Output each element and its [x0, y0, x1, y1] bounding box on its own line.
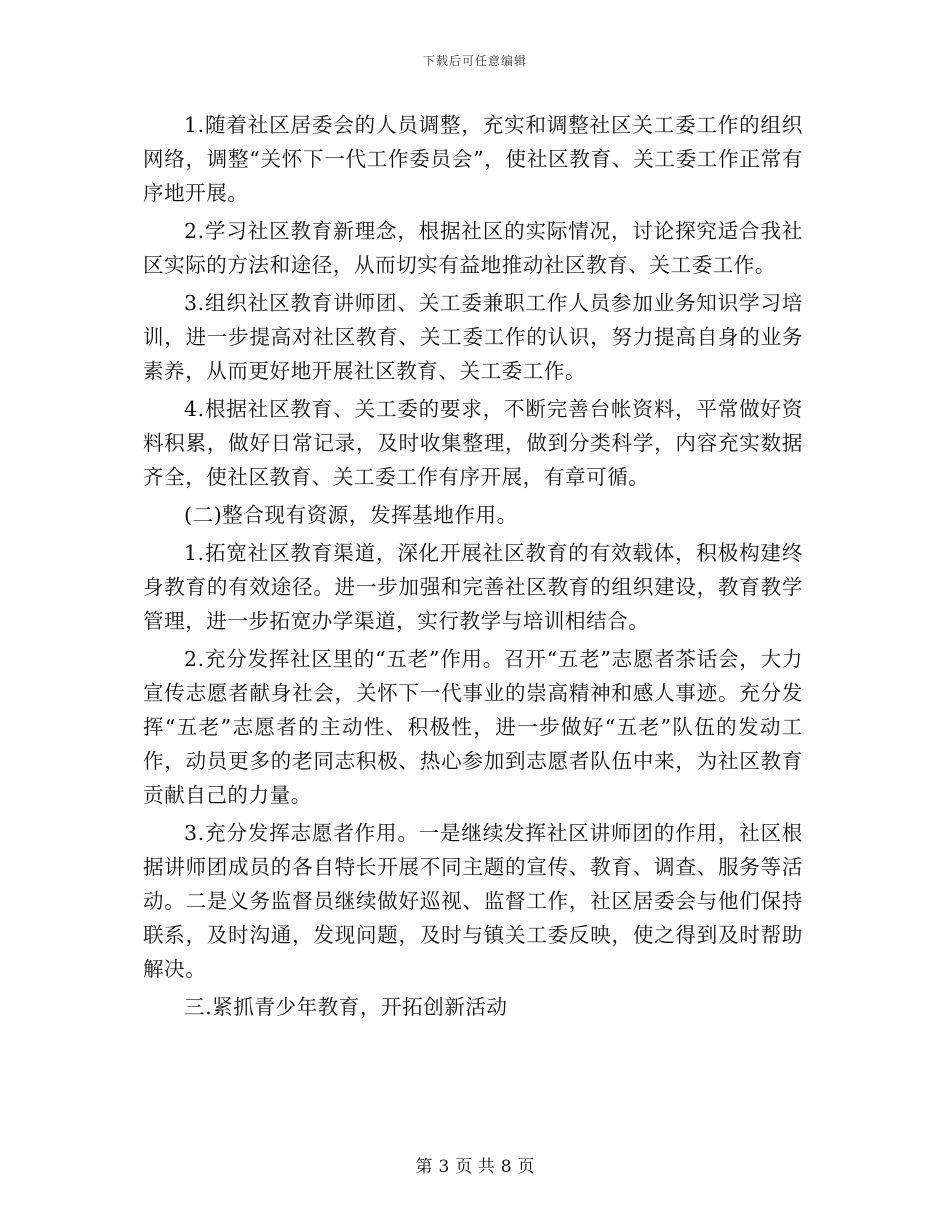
- footer-middle: 页 共: [455, 1157, 495, 1177]
- paragraph-7: 3.充分发挥志愿者作用。一是继续发挥社区讲师团的作用，社区根据讲师团成员的各自特长开展不同主题的宣传、教育、调查、服务等活动。二是义务监督员继续做好巡视、监督工作，社区居委会与他们保持联系，及时沟通，发现问题，及时与镇关工委反映，使之得到及时帮助解决。: [143, 821, 803, 981]
- paragraph-4: 4.根据社区教育、关工委的要求，不断完善台帐资料，平常做好资料积累，做好日常记录，及时收集整理，做到分类科学，内容充实数据齐全，使社区教育、关工委工作有序开展，有章可循。: [143, 397, 803, 489]
- paragraph-2: 2.学习社区教育新理念，根据社区的实际情况，讨论探究适合我社区实际的方法和途径，从而切实有益地推动社区教育、关工委工作。: [143, 219, 803, 277]
- footer-prefix: 第: [415, 1157, 433, 1177]
- paragraph-6: 2.充分发挥社区里的“五老”作用。召开“五老”志愿者茶话会，大力宣传志愿者献身社会，关怀下一代事业的崇高精神和感人事迹。充分发挥“五老”志愿者的主动性、积极性，进一步做好“五老”队伍的发动工作，动员更多的老同志积极、热心参加到志愿者队伍中来，为社区教育贡献自己的力量。: [143, 647, 803, 807]
- section-heading-3: 三.紧抓青少年教育，开拓创新活动: [184, 995, 508, 1019]
- section-heading-2: (二)整合现有资源，发挥基地作用。: [184, 503, 518, 527]
- paragraph-1: 1.随着社区居委会的人员调整，充实和调整社区关工委工作的组织网络，调整“关怀下一代工作委员会”，使社区教育、关工委工作正常有序地开展。: [143, 113, 803, 205]
- paragraph-5: 1.拓宽社区教育渠道，深化开展社区教育的有效载体，积极构建终身教育的有效途径。进一步加强和完善社区教育的组织建设，教育教学管理，进一步拓宽办学渠道，实行教学与培训相结合。: [143, 541, 803, 633]
- paragraph-3: 3.组织社区教育讲师团、关工委兼职工作人员参加业务知识学习培训，进一步提高对社区教育、关工委工作的认识，努力提高自身的业务素养，从而更好地开展社区教育、关工委工作。: [143, 291, 803, 383]
- current-page-number: 3: [438, 1157, 450, 1177]
- footer-suffix: 页: [517, 1157, 535, 1177]
- page-footer: [0, 1152, 950, 1177]
- page-header: 下载后可任意编辑: [422, 54, 527, 68]
- document-body: [143, 108, 803, 1028]
- total-pages-number: 8: [500, 1157, 512, 1177]
